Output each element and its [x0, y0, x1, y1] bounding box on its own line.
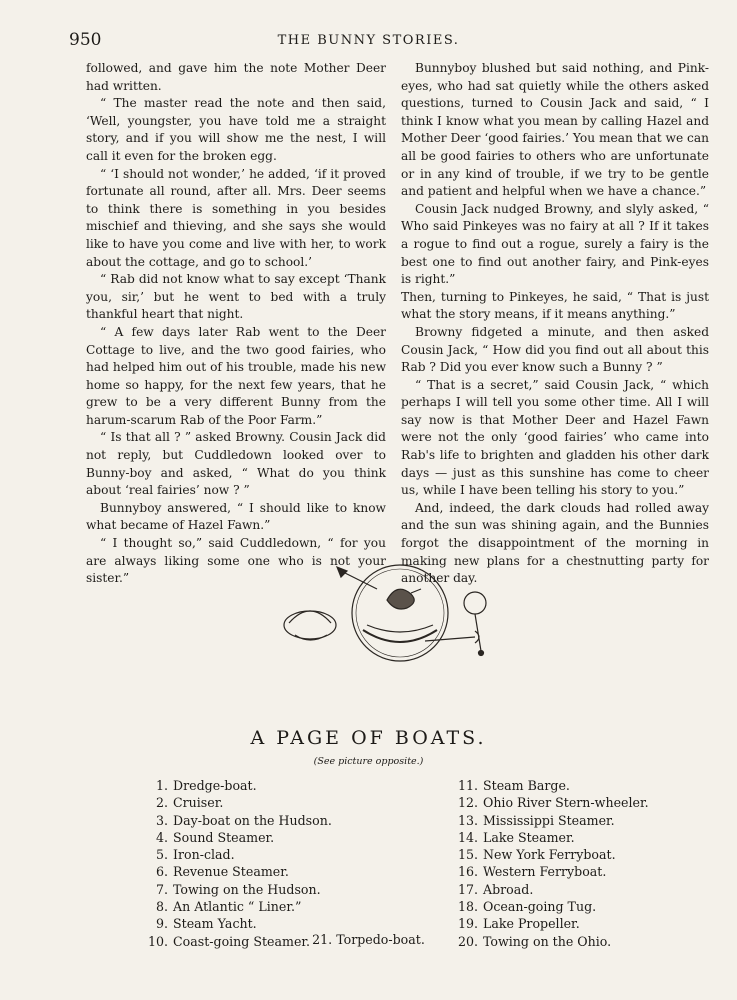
- list-item: 6. Revenue Steamer.: [155, 864, 289, 880]
- paragraph: “ That is a secret,” said Cousin Jack, “ which perhaps I will tell you some other time. All I will say now is that Mother Deer and Hazel Fawn were not the only ‘good fairies’ who came into Rab's life to brighten and gladden his other dark days — just as this sunshine has come to cheer us, while I have been telling his story to you.”: [401, 377, 709, 498]
- list-item: 11. Steam Barge.: [457, 778, 570, 793]
- paragraph: And, indeed, the dark clouds had rolled away and the sun was shining again, and the Bunnies forgot the disappointment of the morning in making new plans for a chestnutting party for another day.: [401, 500, 709, 586]
- list-item: 16. Western Ferryboat.: [457, 864, 607, 880]
- list-item-last: 21. Torpedo-boat.: [312, 932, 425, 947]
- list-item: 10. Coast-going Steamer.: [147, 933, 311, 949]
- boat-list-right: [440, 777, 649, 950]
- page-number: 950: [69, 30, 102, 50]
- list-item: 15. New York Ferryboat.: [457, 847, 616, 863]
- running-title: THE BUNNY STORIES.: [277, 33, 460, 48]
- paragraph: Then, turning to Pinkeyes, he said, “ That is just what the story means, if it means anything.”: [401, 289, 709, 322]
- bird-nest-vignette: [275, 545, 505, 675]
- paragraph: Cousin Jack nudged Browny, and slyly asked, “ Who said Pinkeyes was no fairy at all ? If it takes a rogue to find out a rogue, surely a fairy is the best one to find out another fairy, and Pink-eyes is right.”: [401, 201, 709, 287]
- wand-icon: [345, 573, 377, 589]
- list-item: 9. Steam Yacht.: [155, 916, 257, 932]
- left-column: [86, 60, 386, 588]
- paragraph: “ I thought so,” said Cuddledown, “ for you are always liking some one who is not your sister.”: [86, 536, 386, 586]
- list-item: 19. Lake Propeller.: [457, 916, 580, 932]
- list-item: 3. Day-boat on the Hudson.: [155, 812, 332, 828]
- boat-list-left: [130, 777, 332, 950]
- list-item: 18. Ocean-going Tug.: [457, 899, 597, 915]
- list-item: 1. Dredge-boat.: [155, 778, 257, 793]
- hoop-icon: [464, 592, 486, 614]
- paragraph: “ The master read the note and then said, ‘Well, youngster, you have told me a straight story, and if you will show me the nest, I will call it even for the broken egg.: [86, 96, 386, 163]
- list-item: 17. Abroad.: [457, 881, 534, 897]
- list-item: 13. Mississippi Steamer.: [457, 812, 615, 828]
- list-item: 20. Towing on the Ohio.: [457, 933, 612, 949]
- section-title: A PAGE OF BOATS.: [250, 727, 487, 749]
- paragraph: “ Rab did not know what to say except ‘Thank you, sir,’ but he went to bed with a truly thankful heart that night.: [86, 272, 386, 322]
- paragraph: “ ‘I should not wonder,’ he added, ‘if it proved fortunate all round, after all. Mrs. Deer seems to think there is something in you besides mischief and thieving, and she says she would like to have you come and live with her, to work about the cottage, and go to school.’: [86, 166, 386, 269]
- paragraph: Bunnyboy blushed but said nothing, and Pink-eyes, who had sat quietly while the others asked questions, turned to Cousin Jack and said, “ I think I know what you mean by calling Hazel and Mother Deer ‘good fairies.’ You mean that we can all be good fairies to others who are unfortunate or in any kind of trouble, if we try to be gentle and patient and helpful when we have a chance.”: [401, 61, 709, 199]
- paragraph: Bunnyboy answered, “ I should like to know what became of Hazel Fawn.”: [86, 500, 386, 533]
- list-item: 5. Iron-clad.: [155, 847, 235, 863]
- nest-frame: [352, 565, 448, 661]
- see-picture-note: (See picture opposite.): [313, 756, 424, 767]
- right-column: [401, 60, 709, 588]
- list-item: 12. Ohio River Stern-wheeler.: [457, 795, 649, 811]
- horn-icon: [425, 637, 475, 641]
- list-item: 8. An Atlantic “ Liner.”: [155, 899, 302, 915]
- hat-icon: [284, 611, 336, 639]
- paragraph: “ Is that all ? ” asked Browny. Cousin Jack did not reply, but Cuddledown looked over to Bunny-boy and asked, “ What do you think about ‘real fairies’ now ? ”: [86, 430, 386, 498]
- paragraph: “ A few days later Rab went to the Deer Cottage to live, and the two good fairies, who had helped him out of his trouble, made his new home so happy, for the next few years, that he grew to be a very different Bunny from the harum-scarum Rab of the Poor Farm.”: [86, 324, 386, 427]
- list-item: 7. Towing on the Hudson.: [155, 881, 321, 897]
- paragraph: Browny fidgeted a minute, and then asked Cousin Jack, “ How did you find out all about this Rab ? Did you ever know such a Bunny ? ”: [401, 324, 709, 375]
- list-item: 2. Cruiser.: [155, 795, 224, 811]
- list-item: 14. Lake Steamer.: [457, 829, 575, 845]
- bird-icon: [387, 589, 414, 609]
- paragraph: followed, and gave him the note Mother Deer had written.: [86, 61, 386, 93]
- list-item: 4. Sound Steamer.: [155, 829, 275, 845]
